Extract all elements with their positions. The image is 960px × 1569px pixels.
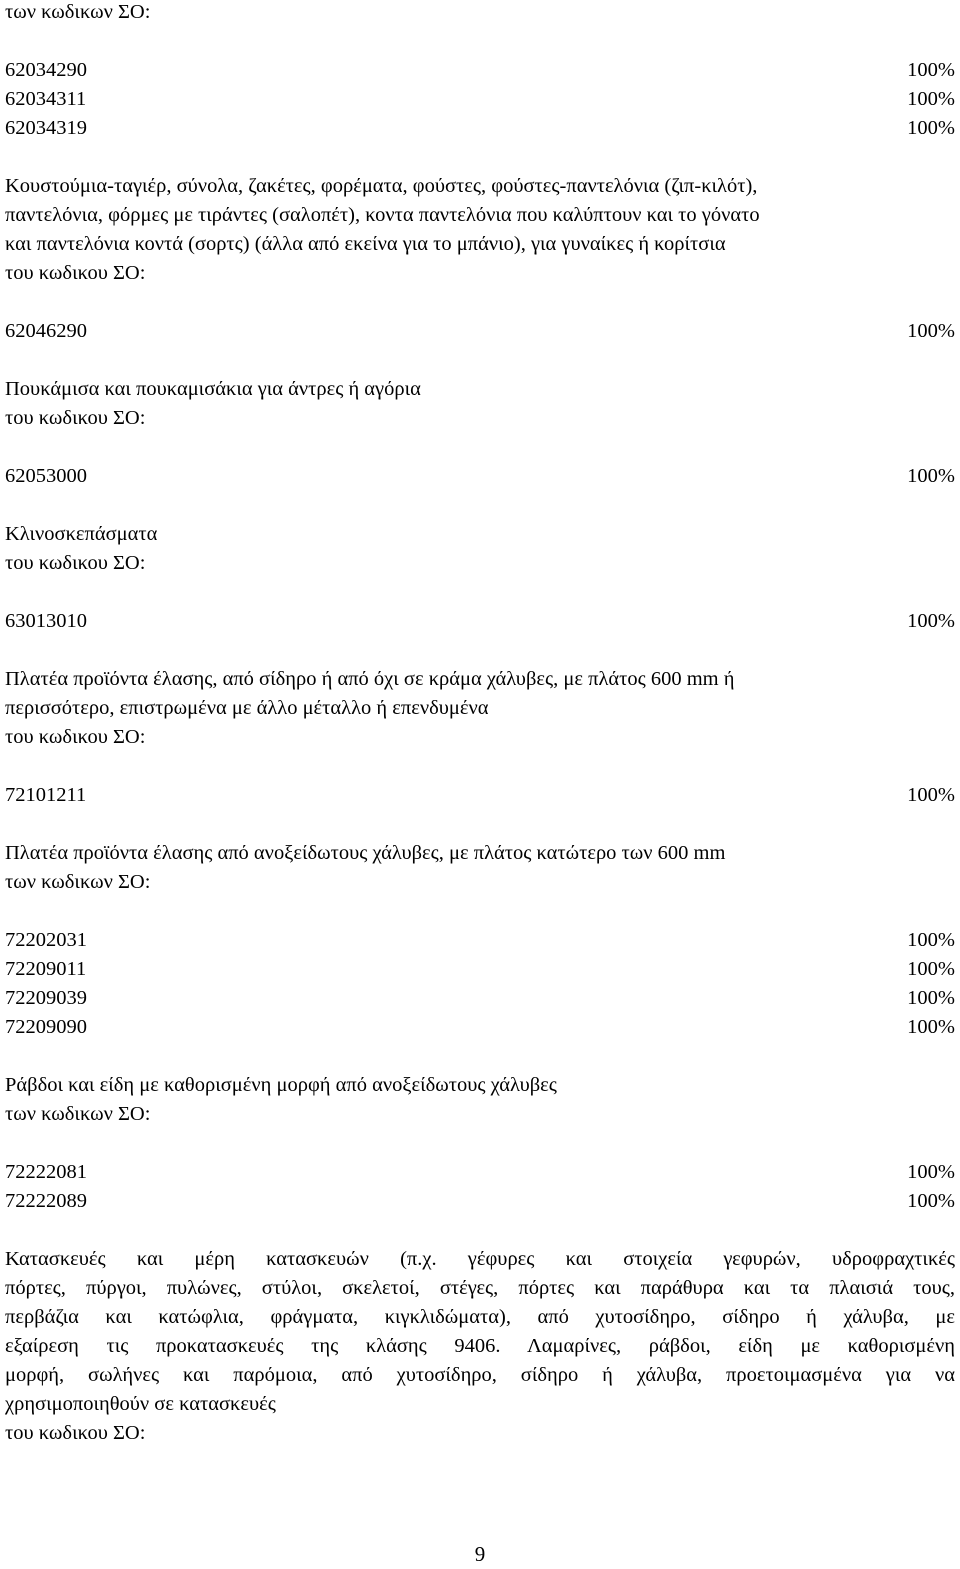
tariff-rate: 100%: [907, 784, 955, 806]
code-label: του κωδικου ΣΟ:: [5, 1422, 146, 1444]
section-description: εξαίρεση τις προκατασκευές της κλάσης 9406. Λαμαρίνες, ράβδοι, είδη με καθορισμένη: [5, 1335, 955, 1357]
section-description: πόρτες, πύργοι, πυλώνες, στύλοι, σκελετοί, στέγες, πόρτες και παράθυρα και τα πλαισιά τους,: [5, 1277, 955, 1299]
tariff-rate: 100%: [907, 1016, 955, 1038]
code-label: των κωδικων ΣΟ:: [5, 1, 151, 23]
section-description: Πλατέα προϊόντα έλασης από ανοξείδωτους χάλυβες, με πλάτος κατώτερο των 600 mm: [5, 842, 726, 864]
tariff-code: 62046290: [5, 320, 87, 342]
tariff-code: 72222089: [5, 1190, 87, 1212]
tariff-rate: 100%: [907, 1161, 955, 1183]
tariff-rate: 100%: [907, 1190, 955, 1212]
tariff-rate: 100%: [907, 929, 955, 951]
tariff-row: [5, 1187, 955, 1216]
tariff-code: 62034311: [5, 88, 87, 110]
tariff-rate: 100%: [907, 117, 955, 139]
tariff-row: [5, 781, 955, 810]
section: [5, 839, 955, 1071]
tariff-code: 72209039: [5, 987, 87, 1009]
tariff-row: [5, 926, 955, 955]
section: [5, 375, 955, 520]
section-description: και παντελόνια κοντά (σορτς) (άλλα από εκείνα για το μπάνιο), για γυναίκες ή κορίτσια: [5, 233, 726, 255]
section-description: Κατασκευές και μέρη κατασκευών (π.χ. γέφυρες και στοιχεία γεφυρών, υδροφραχτικές: [5, 1248, 955, 1270]
section: [5, 665, 955, 839]
tariff-code: 72222081: [5, 1161, 87, 1183]
section-description: χρησιμοποιηθούν σε κατασκευές: [5, 1393, 276, 1415]
tariff-row: [5, 462, 955, 491]
tariff-code: 62053000: [5, 465, 87, 487]
code-label: των κωδικων ΣΟ:: [5, 871, 151, 893]
tariff-code: 62034319: [5, 117, 87, 139]
section-description: παντελόνια, φόρμες με τιράντες (σαλοπέτ), κοντα παντελόνια που καλύπτουν και το γόνατο: [5, 204, 760, 226]
tariff-rate: 100%: [907, 987, 955, 1009]
tariff-code: 72209011: [5, 958, 87, 980]
tariff-row: [5, 1013, 955, 1042]
section: [5, 520, 955, 665]
tariff-rate: 100%: [907, 610, 955, 632]
tariff-rate: 100%: [907, 59, 955, 81]
section-description: Κλινοσκεπάσματα: [5, 523, 158, 545]
section-description: μορφή, σωλήνες και παρόμοια, από χυτοσίδηρο, σίδηρο ή χάλυβα, προετοιμασμένα για να: [5, 1364, 955, 1386]
section-description: περβάζια και κατώφλια, φράγματα, κιγκλιδώματα), από χυτοσίδηρο, σίδηρο ή χάλυβα, με: [5, 1306, 955, 1328]
section-description: Πουκάμισα και πουκαμισάκια για άντρες ή αγόρια: [5, 378, 421, 400]
tariff-row: [5, 85, 955, 114]
code-label: του κωδικου ΣΟ:: [5, 552, 146, 574]
tariff-row: [5, 1158, 955, 1187]
tariff-rate: 100%: [907, 958, 955, 980]
tariff-row: [5, 955, 955, 984]
section-description: Πλατέα προϊόντα έλασης, από σίδηρο ή από όχι σε κράμα χάλυβες, με πλάτος 600 mm ή: [5, 668, 735, 690]
section: [5, 172, 955, 375]
tariff-code: 63013010: [5, 610, 87, 632]
tariff-code: 62034290: [5, 59, 87, 81]
tariff-rate: 100%: [907, 465, 955, 487]
tariff-row: [5, 56, 955, 85]
document-body: [5, 0, 955, 1448]
tariff-row: [5, 114, 955, 143]
section: [5, 0, 955, 172]
tariff-code: 72209090: [5, 1016, 87, 1038]
tariff-code: 72101211: [5, 784, 87, 806]
section: [5, 1071, 955, 1245]
section-description: Κουστούμια-ταγιέρ, σύνολα, ζακέτες, φορέματα, φούστες, φούστες-παντελόνια (ζιπ-κιλότ),: [5, 175, 758, 197]
tariff-row: [5, 607, 955, 636]
section-description: περισσότερο, επιστρωμένα με άλλο μέταλλο ή επενδυμένα: [5, 697, 489, 719]
code-label: του κωδικου ΣΟ:: [5, 407, 146, 429]
page-number: 9: [474, 1542, 486, 1566]
section-description: Ράβδοι και είδη με καθορισμένη μορφή από ανοξείδωτους χάλυβες: [5, 1074, 557, 1096]
tariff-row: [5, 984, 955, 1013]
tariff-rate: 100%: [907, 320, 955, 342]
tariff-rate: 100%: [907, 88, 955, 110]
tariff-row: [5, 317, 955, 346]
code-label: των κωδικων ΣΟ:: [5, 1103, 151, 1125]
final-section: [5, 1245, 955, 1448]
code-label: του κωδικου ΣΟ:: [5, 726, 146, 748]
code-label: του κωδικου ΣΟ:: [5, 262, 146, 284]
tariff-code: 72202031: [5, 929, 87, 951]
